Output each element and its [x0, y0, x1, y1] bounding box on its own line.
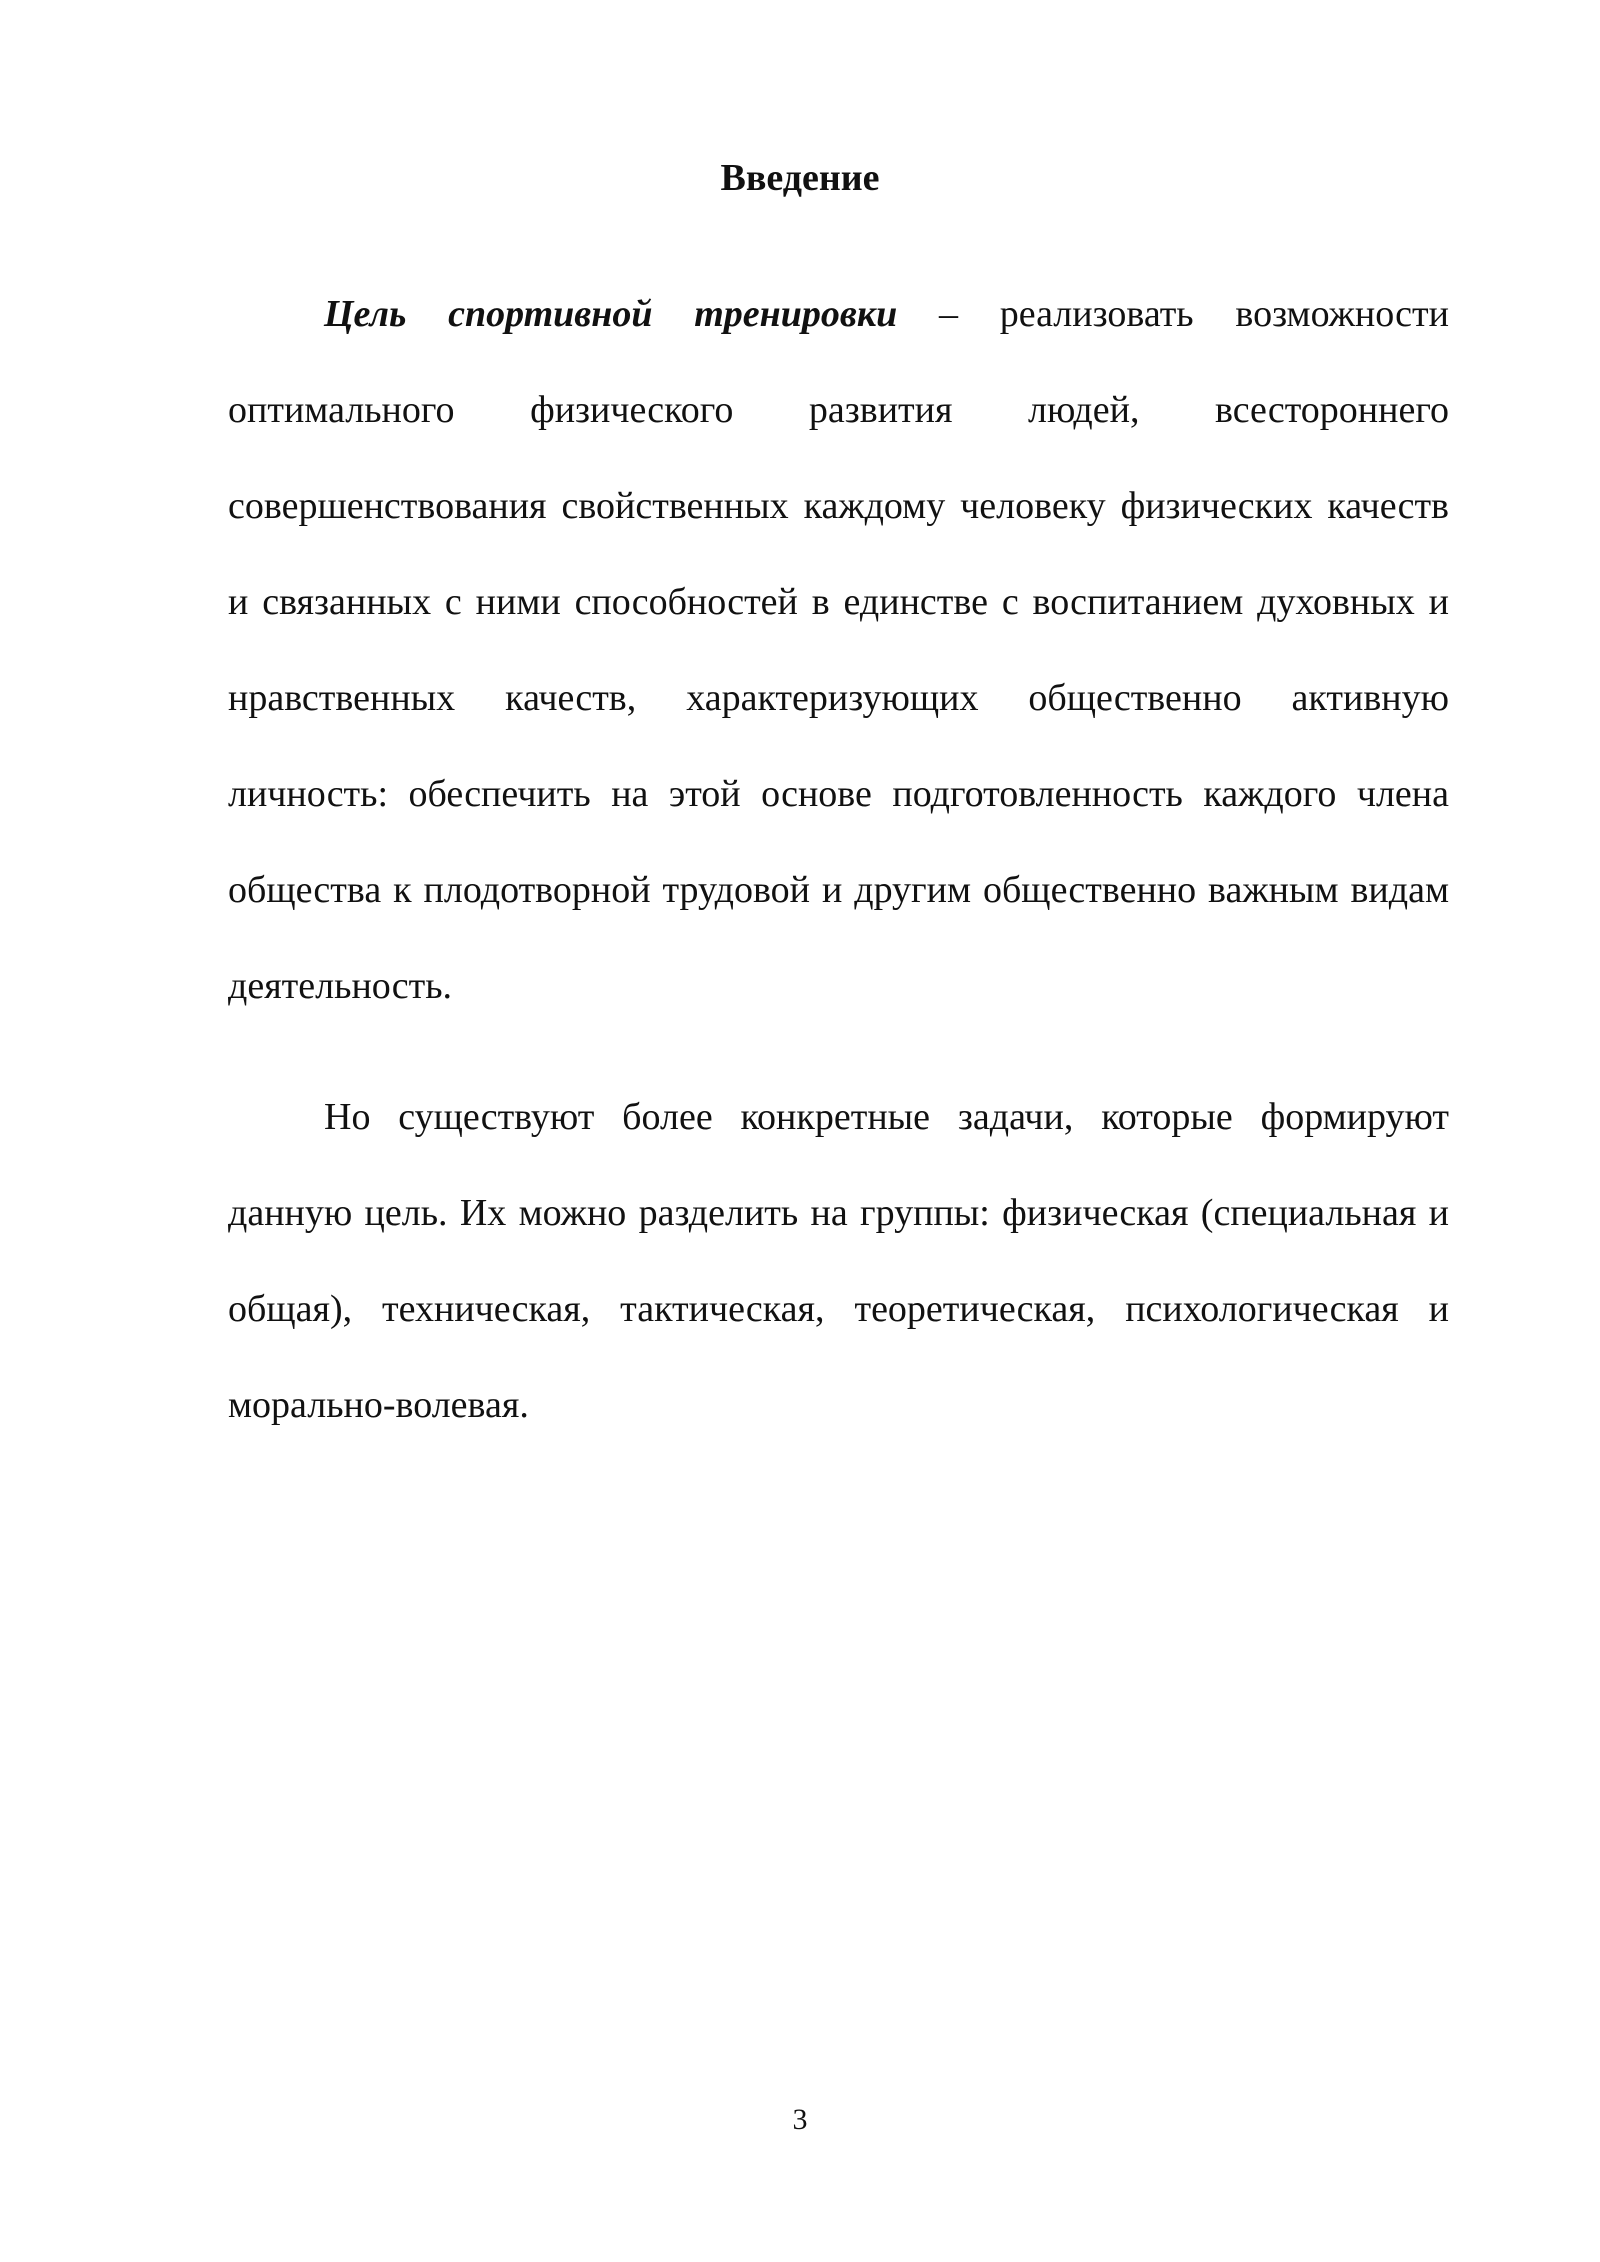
intro-paragraph-text: – реализовать возможности оптимального физического развития людей, всестороннего совершенствования свойственных каждому человеку физических качеств и связанных с ними способностей в единстве с воспитанием духовных и нравственных качеств, характеризующих общественно активную личность: обеспечить на этой основе подготовленность каждого члена общества к плодотворной трудовой и другим общественно важным видам деятельность. [228, 293, 1449, 1007]
section-heading: Введение [720, 157, 880, 199]
lead-term: Цель спортивной тренировки [324, 293, 898, 335]
tasks-paragraph-text: Но существуют более конкретные задачи, которые формируют данную цель. Их можно разделить на группы: физическая (специальная и общая), техническая, тактическая, теоретическая, психологическая и морально-волевая. [228, 1096, 1449, 1426]
intro-paragraph [228, 266, 1449, 1034]
page-number: 3 [792, 2103, 808, 2136]
tasks-paragraph [228, 1069, 1449, 1453]
